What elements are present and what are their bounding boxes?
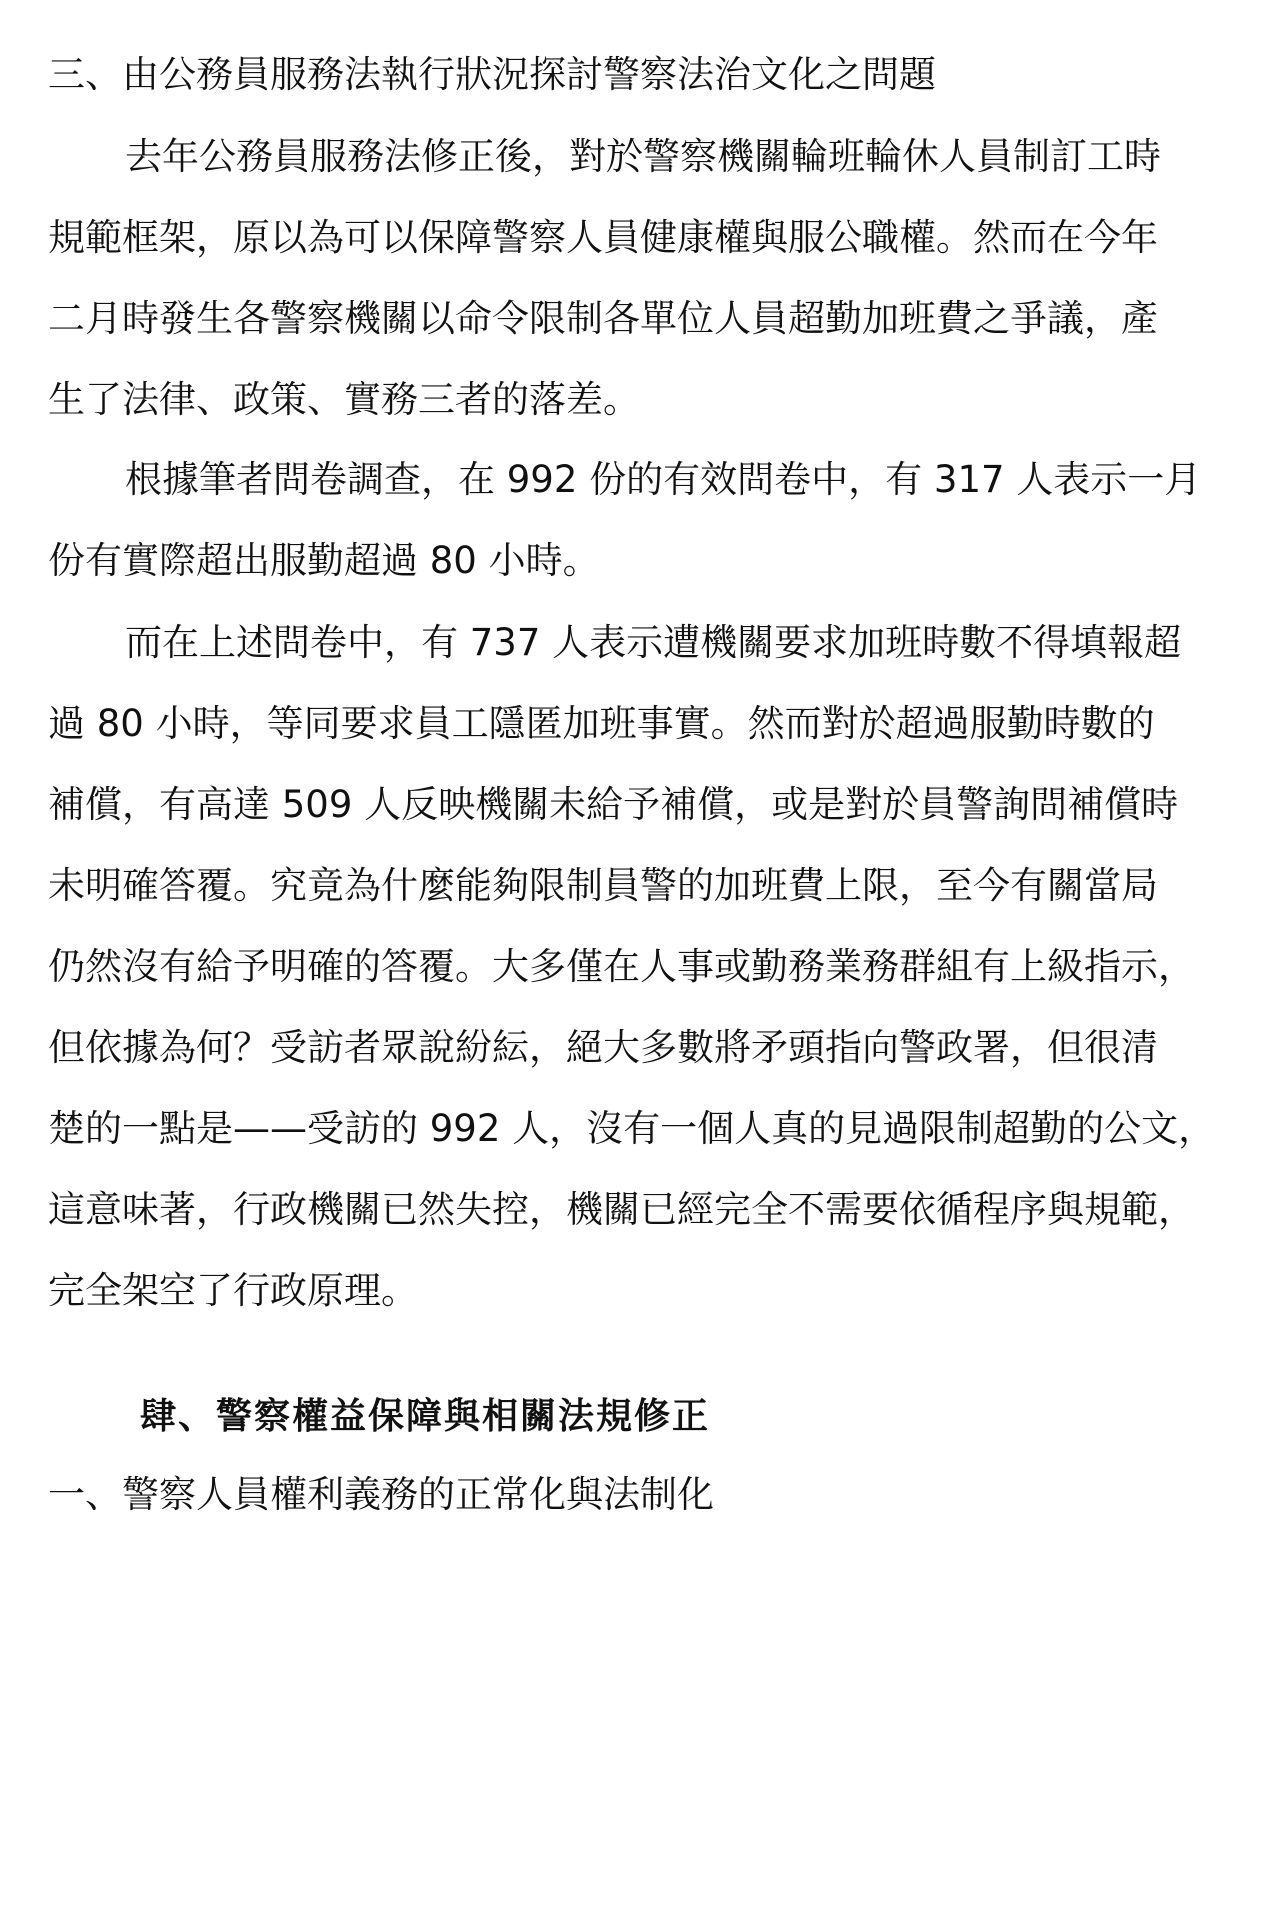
paragraph-line: 份有實際超出服勤超過 80 小時。: [48, 539, 600, 582]
paragraph-line: 而在上述問卷中，有 737 人表示遭機關要求加班時數不得填報超: [125, 621, 1182, 664]
paragraph-line: 完全架空了行政原理。: [48, 1269, 418, 1312]
paragraph-line: 仍然沒有給予明確的答覆。大多僅在人事或勤務業務群組有上級指示，: [48, 945, 1195, 988]
paragraph-line: 根據筆者問卷調查，在 992 份的有效問卷中，有 317 人表示一月: [125, 458, 1202, 501]
paragraph-line: 這意味著，行政機關已然失控，機關已經完全不需要依循程序與規範，: [48, 1188, 1195, 1231]
paragraph-line: 補償，有高達 509 人反映機關未給予補償，或是對於員警詢問補償時: [48, 783, 1179, 826]
paragraph-line: 生了法律、政策、實務三者的落差。: [48, 378, 640, 421]
chapter-heading: 肆、警察權益保障與相關法規修正: [140, 1395, 711, 1437]
paragraph-line: 規範框架，原以為可以保障警察人員健康權與服公職權。然而在今年: [48, 216, 1158, 259]
paragraph-line: 去年公務員服務法修正後，對於警察機關輪班輪休人員制訂工時: [125, 135, 1161, 178]
paragraph-line: 但依據為何？受訪者眾說紛紜，絕大多數將矛頭指向警政署，但很清: [48, 1026, 1158, 1069]
paragraph-line: 二月時發生各警察機關以命令限制各單位人員超勤加班費之爭議，產: [48, 297, 1158, 340]
section-heading: 一、警察人員權利義務的正常化與法制化: [48, 1473, 714, 1516]
section-heading: 三、由公務員服務法執行狀況探討警察法治文化之問題: [48, 53, 936, 96]
paragraph-line: 楚的一點是——受訪的 992 人，沒有一個人真的見過限制超勤的公文，: [48, 1107, 1216, 1150]
paragraph-line: 過 80 小時，等同要求員工隱匿加班事實。然而對於超過服勤時數的: [48, 702, 1155, 745]
paragraph-line: 未明確答覆。究竟為什麼能夠限制員警的加班費上限，至今有關當局: [48, 864, 1158, 907]
